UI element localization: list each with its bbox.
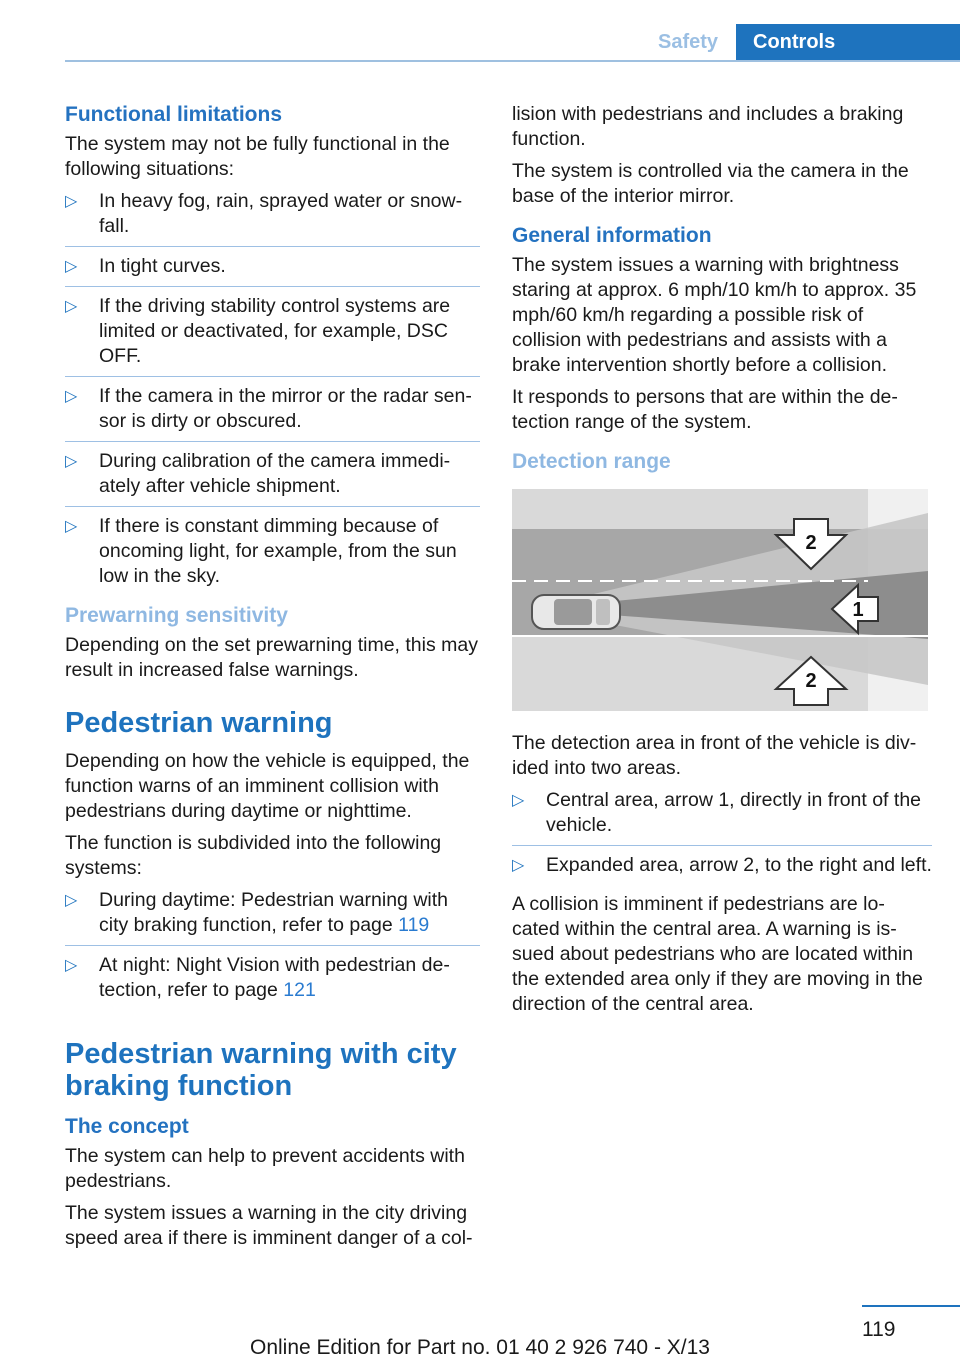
triangle-bullet-icon: ▷ bbox=[65, 388, 78, 405]
list-item: ▷ During daytime: Pedestrian warning with city braking function, refer to page 119 bbox=[65, 888, 480, 946]
continued-text-1: lision with pedestrians and includes a braking function. bbox=[512, 103, 904, 150]
list-item: ▷ Expanded area, arrow 2, to the right and left. bbox=[512, 854, 932, 876]
concept-text-1: The system can help to prevent accidents with pedestrians. bbox=[65, 1145, 465, 1192]
triangle-bullet-icon: ▷ bbox=[65, 957, 78, 974]
detection-text-1: The detection area in front of the vehicle is div-ided into two areas. bbox=[512, 732, 917, 779]
list-item: ▷ During calibration of the camera immedi-ately after vehicle shipment. bbox=[65, 449, 480, 507]
pedestrian-warning-heading: Pedestrian warning bbox=[65, 707, 333, 739]
triangle-bullet-icon: ▷ bbox=[65, 892, 78, 909]
triangle-bullet-icon: ▷ bbox=[65, 193, 78, 210]
triangle-bullet-icon: ▷ bbox=[65, 518, 78, 535]
detection-areas-list bbox=[512, 788, 932, 885]
detection-range-figure bbox=[512, 489, 928, 711]
header-rule bbox=[65, 60, 960, 62]
triangle-bullet-icon: ▷ bbox=[65, 453, 78, 470]
concept-text-2: The system issues a warning in the city driving speed area if there is imminent danger of a col- bbox=[65, 1202, 473, 1249]
curb-line bbox=[512, 635, 928, 637]
concept-heading: The concept bbox=[65, 1115, 189, 1138]
footer-rule bbox=[862, 1305, 960, 1307]
triangle-bullet-icon: ▷ bbox=[512, 857, 525, 874]
general-information-heading: General information bbox=[512, 224, 712, 247]
page-ref-link[interactable]: 121 bbox=[283, 979, 316, 1001]
functional-limitations-heading: Functional limitations bbox=[65, 103, 283, 126]
triangle-bullet-icon: ▷ bbox=[512, 792, 525, 809]
arrow-label-2-bottom: 2 bbox=[805, 670, 817, 692]
pedestrian-warning-text-1: Depending on how the vehicle is equipped, the function warns of an imminent collision with pedestrians during daytime or nighttime. bbox=[65, 750, 470, 822]
list-item: ▷ In tight curves. bbox=[65, 254, 480, 287]
tab-controls[interactable]: Controls bbox=[736, 24, 960, 61]
detection-range-heading: Detection range bbox=[512, 450, 671, 473]
functional-limitations-intro: The system may not be fully functional in the following situations: bbox=[65, 133, 450, 180]
left-column bbox=[65, 102, 480, 1258]
list-item: ▷ If there is constant dimming because of oncoming light, for example, from the sun low in the sky. bbox=[65, 515, 457, 587]
edition-footer: Online Edition for Part no. 01 40 2 926 740 - X/13 bbox=[250, 1336, 710, 1359]
general-information-text-2: It responds to persons that are within the de-tection range of the system. bbox=[512, 386, 898, 433]
list-item: ▷ Central area, arrow 1, directly in front of the vehicle. bbox=[512, 788, 932, 846]
pedestrian-warning-text-2: The function is subdivided into the following systems: bbox=[65, 832, 442, 879]
list-item: ▷ At night: Night Vision with pedestrian de-tection, refer to page 121 bbox=[65, 954, 450, 1001]
city-braking-heading: Pedestrian warning with city braking function bbox=[65, 1038, 457, 1102]
general-information-text-1: The system issues a warning with brightness staring at approx. 6 mph/10 km/h to approx. 35 mph/60 km/h regarding a possible risk of collision with pedestrians and assists with a brake intervention shortly before a collision. bbox=[512, 254, 917, 376]
continued-text-2: The system is controlled via the camera in the base of the interior mirror. bbox=[512, 160, 909, 207]
list-item: ▷ If the camera in the mirror or the radar sen-sor is dirty or obscured. bbox=[65, 384, 480, 442]
pedestrian-systems-list bbox=[65, 888, 480, 1010]
triangle-bullet-icon: ▷ bbox=[65, 258, 78, 275]
prewarning-sensitivity-heading: Prewarning sensitivity bbox=[65, 604, 288, 627]
page-ref-link[interactable]: 119 bbox=[398, 914, 430, 936]
tab-safety[interactable]: Safety bbox=[657, 31, 719, 53]
functional-limitations-list bbox=[65, 189, 480, 596]
car-icon bbox=[532, 595, 620, 629]
page-number: 119 bbox=[862, 1318, 896, 1341]
right-column bbox=[512, 102, 932, 1024]
detection-text-2: A collision is imminent if pedestrians are lo-cated within the central area. A warning is is-sued about pedestrians who are located within the extended area only if they are moving in the direction of the central area. bbox=[512, 893, 923, 1015]
prewarning-sensitivity-text: Depending on the set prewarning time, this may result in increased false warnings. bbox=[65, 634, 478, 681]
arrow-label-1: 1 bbox=[852, 599, 864, 621]
list-item: ▷ In heavy fog, rain, sprayed water or snow-fall. bbox=[65, 189, 480, 247]
page-header bbox=[0, 0, 960, 64]
list-item: ▷ If the driving stability control systems are limited or deactivated, for example, DSC OFF. bbox=[65, 294, 480, 377]
arrow-label-2-top: 2 bbox=[805, 532, 817, 554]
triangle-bullet-icon: ▷ bbox=[65, 298, 78, 315]
